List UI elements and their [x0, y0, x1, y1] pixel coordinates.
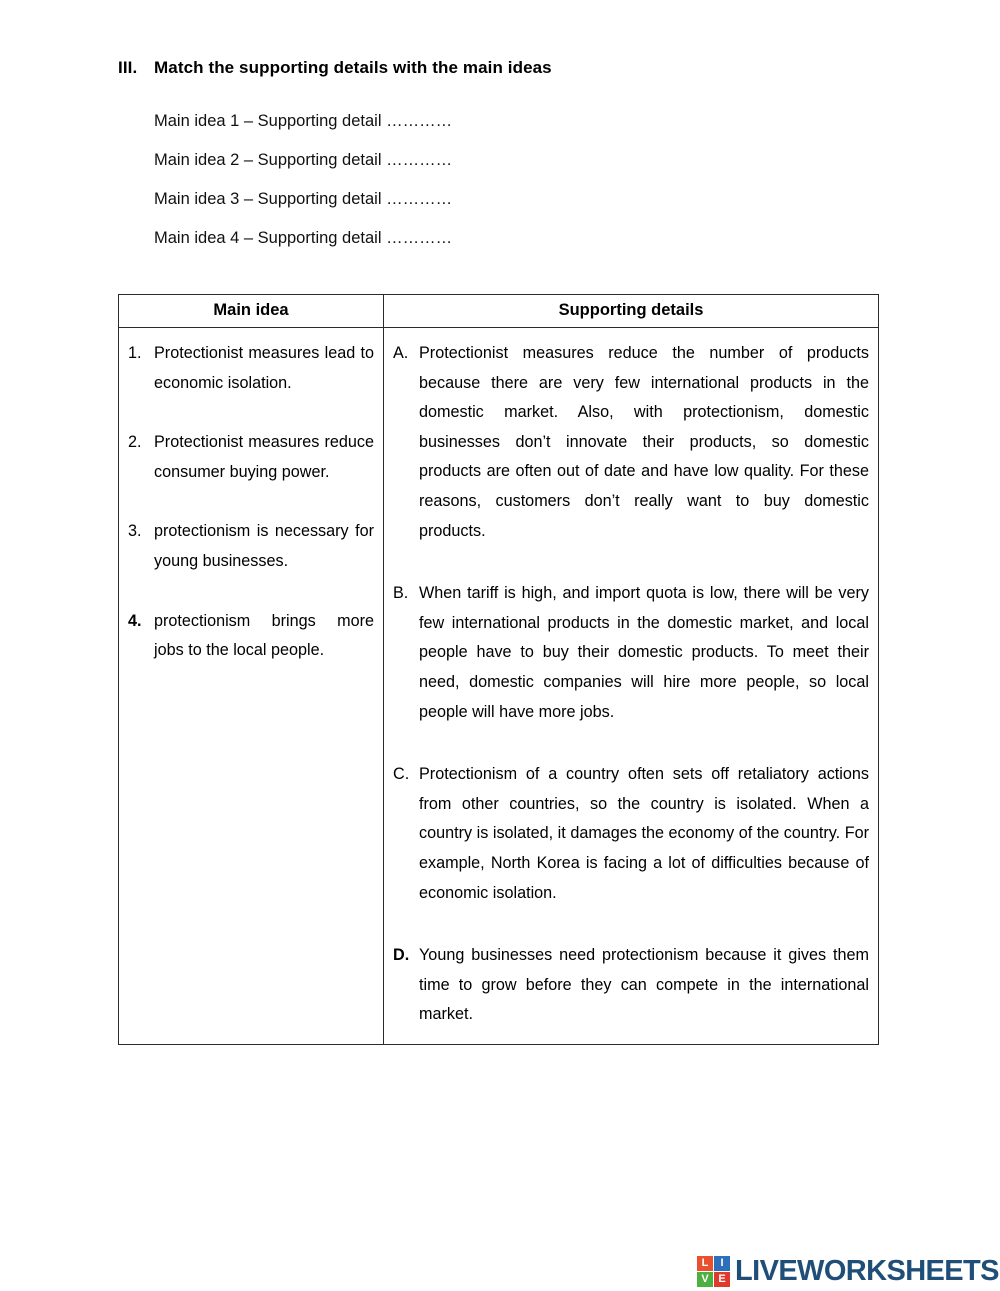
main-idea-marker: 1. — [128, 344, 142, 362]
logo-tile-v: V — [697, 1272, 713, 1287]
main-idea-text: Protectionist measures reduce consumer buying power. — [154, 433, 374, 481]
supporting-details-cell — [384, 328, 879, 1045]
supporting-detail-marker: A. — [393, 344, 409, 362]
supporting-detail-item-c — [393, 760, 869, 908]
table-header-row — [119, 295, 879, 328]
logo-tiles-icon — [697, 1256, 730, 1287]
supporting-detail-text: Young businesses need protectionism because it gives them time to grow before they can compete in the international market. — [419, 946, 869, 1024]
main-idea-text: Protectionist measures lead to economic isolation. — [154, 344, 374, 392]
main-idea-item-2 — [128, 428, 374, 487]
supporting-detail-marker: D. — [393, 946, 410, 965]
main-idea-marker: 4. — [128, 611, 142, 630]
match-answer-line[interactable]: Main idea 2 – Supporting detail ………… — [154, 151, 453, 169]
supporting-detail-item-b — [393, 579, 869, 727]
main-idea-item-3 — [128, 517, 374, 576]
supporting-detail-marker: B. — [393, 584, 409, 603]
main-idea-text: protectionism brings more jobs to the local people. — [154, 611, 374, 660]
column-header-supporting-details: Supporting details — [384, 295, 879, 328]
supporting-detail-text: When tariff is high, and import quota is low, there will be very few international products in the domestic market, and local people have to buy their domestic products. To meet their need, domestic companies will hire more people, so local people will have more jobs. — [419, 584, 869, 721]
match-answer-line[interactable]: Main idea 3 – Supporting detail ………… — [154, 190, 453, 208]
table-row — [119, 328, 879, 1045]
main-idea-cell — [119, 328, 384, 1045]
main-idea-item-1 — [128, 339, 374, 398]
logo-tile-e: E — [714, 1272, 730, 1287]
supporting-detail-marker: C. — [393, 765, 410, 784]
column-header-main-idea: Main idea — [119, 295, 384, 328]
logo-wordmark: LIVEWORKSHEETS — [735, 1255, 999, 1287]
supporting-details-list — [384, 328, 878, 1044]
section-heading — [118, 58, 552, 78]
main-idea-text: protectionism is necessary for young businesses. — [154, 522, 374, 570]
match-answer-lines — [154, 102, 654, 258]
section-numeral: III. — [118, 58, 138, 77]
match-answer-line[interactable]: Main idea 4 – Supporting detail ………… — [154, 229, 453, 247]
liveworksheets-logo — [697, 1256, 999, 1287]
main-idea-marker: 3. — [128, 522, 142, 541]
supporting-detail-item-d — [393, 941, 869, 1030]
main-idea-list — [119, 328, 383, 680]
supporting-detail-text: Protectionist measures reduce the number of products because there are very few international products in the domestic market. Also, with protectionism, domestic businesses don’t innovate their products, so domestic products are often out of date and have low quality. For these reasons, customers don’t really want to buy domestic products. — [419, 344, 869, 540]
match-answer-line[interactable]: Main idea 1 – Supporting detail ………… — [154, 112, 453, 130]
match-table — [118, 294, 879, 1045]
main-idea-item-4 — [128, 607, 374, 666]
supporting-detail-item-a — [393, 339, 869, 546]
supporting-detail-text: Protectionism of a country often sets off retaliatory actions from other countries, so the country is isolated. When a country is isolated, it damages the economy of the country. For example, North Korea is facing a lot of difficulties because of economic isolation. — [419, 765, 869, 902]
logo-tile-l: L — [697, 1256, 713, 1271]
main-idea-marker: 2. — [128, 433, 142, 452]
logo-tile-i: I — [714, 1256, 730, 1271]
section-title: Match the supporting details with the main ideas — [154, 58, 552, 77]
